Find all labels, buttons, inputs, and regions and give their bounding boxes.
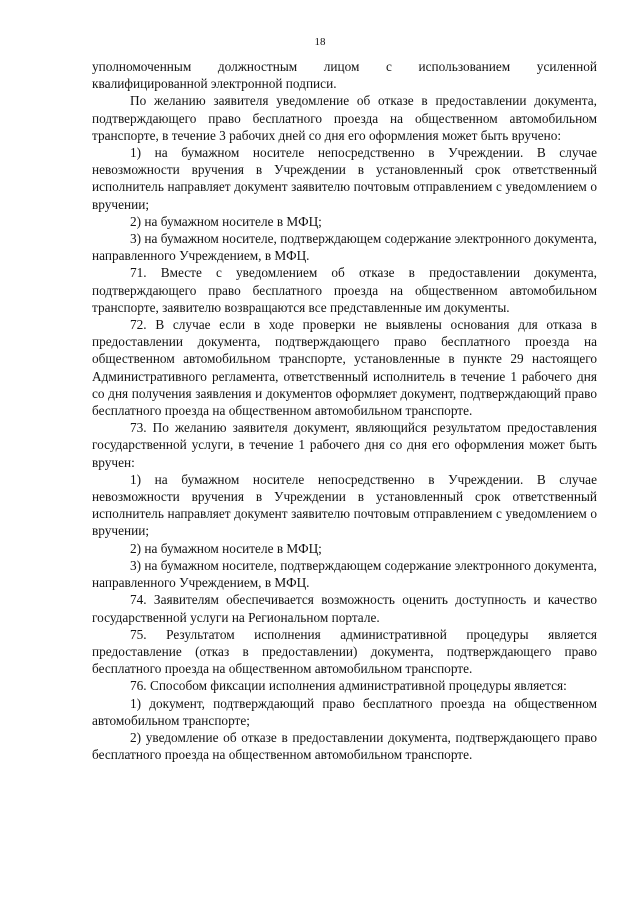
paragraph-continuation: уполномоченным должностным лицом с использованием усиленной квалифицированной электронной подписи. [92, 59, 597, 92]
paragraph-75: 75. Результатом исполнения административной процедуры является предоставление (отказ в предоставлении) документа, подтверждающего право бесплатного проезда на общественном автомобильном транспорте. [92, 626, 597, 677]
paragraph-71: 71. Вместе с уведомлением об отказе в предоставлении документа, подтверждающего право бесплатного проезда на общественном автомобильном транспорте, заявителю возвращаются все представленные им документы. [92, 265, 597, 315]
list-item-1: 1) на бумажном носителе непосредственно в Учреждении. В случае невозможности вручения в Учреждении в установленный срок ответственный исполнитель направляет документ заявителю почтовым отправлением с уведомлением о вручении; [92, 145, 597, 212]
paragraph-72: 72. В случае если в ходе проверки не выявлены основания для отказа в предоставлении документа, подтверждающего право бесплатного проезда на общественном автомобильном транспорте, установленные в пункте 29 настоящего Административного регламента, ответственный исполнитель в течение 1 рабочего дня со дня получения заявления и документов оформляет документ, подтверждающий право бесплатного проезда на общественном автомобильном транспорте. [92, 317, 597, 419]
paragraph-notification-delivery: По желанию заявителя уведомление об отказе в предоставлении документа, подтверждающего право бесплатного проезда на общественном автомобильном транспорте, в течение 3 рабочих дней со дня его оформления может быть вручено: [92, 93, 597, 143]
document-body [92, 58, 597, 763]
list-item-1: 1) документ, подтверждающий право бесплатного проезда на общественном автомобильном транспорте; [92, 695, 597, 728]
paragraph-74: 74. Заявителям обеспечивается возможность оценить доступность и качество государственной услуги на Региональном портале. [92, 592, 597, 625]
list-item-2: 2) уведомление об отказе в предоставлении документа, подтверждающего право бесплатного проезда на общественном автомобильном транспорте. [92, 729, 597, 763]
list-item-3: 3) на бумажном носителе, подтверждающем содержание электронного документа, направленного Учреждением, в МФЦ. [92, 557, 597, 591]
list-item-2: 2) на бумажном носителе в МФЦ; [130, 213, 322, 229]
list-item-3: 3) на бумажном носителе, подтверждающем содержание электронного документа, направленного Учреждением, в МФЦ. [92, 231, 597, 264]
list-item-1: 1) на бумажном носителе непосредственно в Учреждении. В случае невозможности вручения в Учреждении в установленный срок ответственный исполнитель направляет документ заявителю почтовым отправлением с уведомлением о вручении; [92, 471, 597, 539]
list-item-2: 2) на бумажном носителе в МФЦ; [130, 540, 322, 556]
page-number: 18 [314, 36, 326, 48]
paragraph-76: 76. Способом фиксации исполнения административной процедуры является: [130, 678, 567, 694]
paragraph-73: 73. По желанию заявителя документ, являющийся результатом предоставления государственной услуги, в течение 1 рабочего дня со дня его оформления может быть вручен: [92, 420, 597, 470]
